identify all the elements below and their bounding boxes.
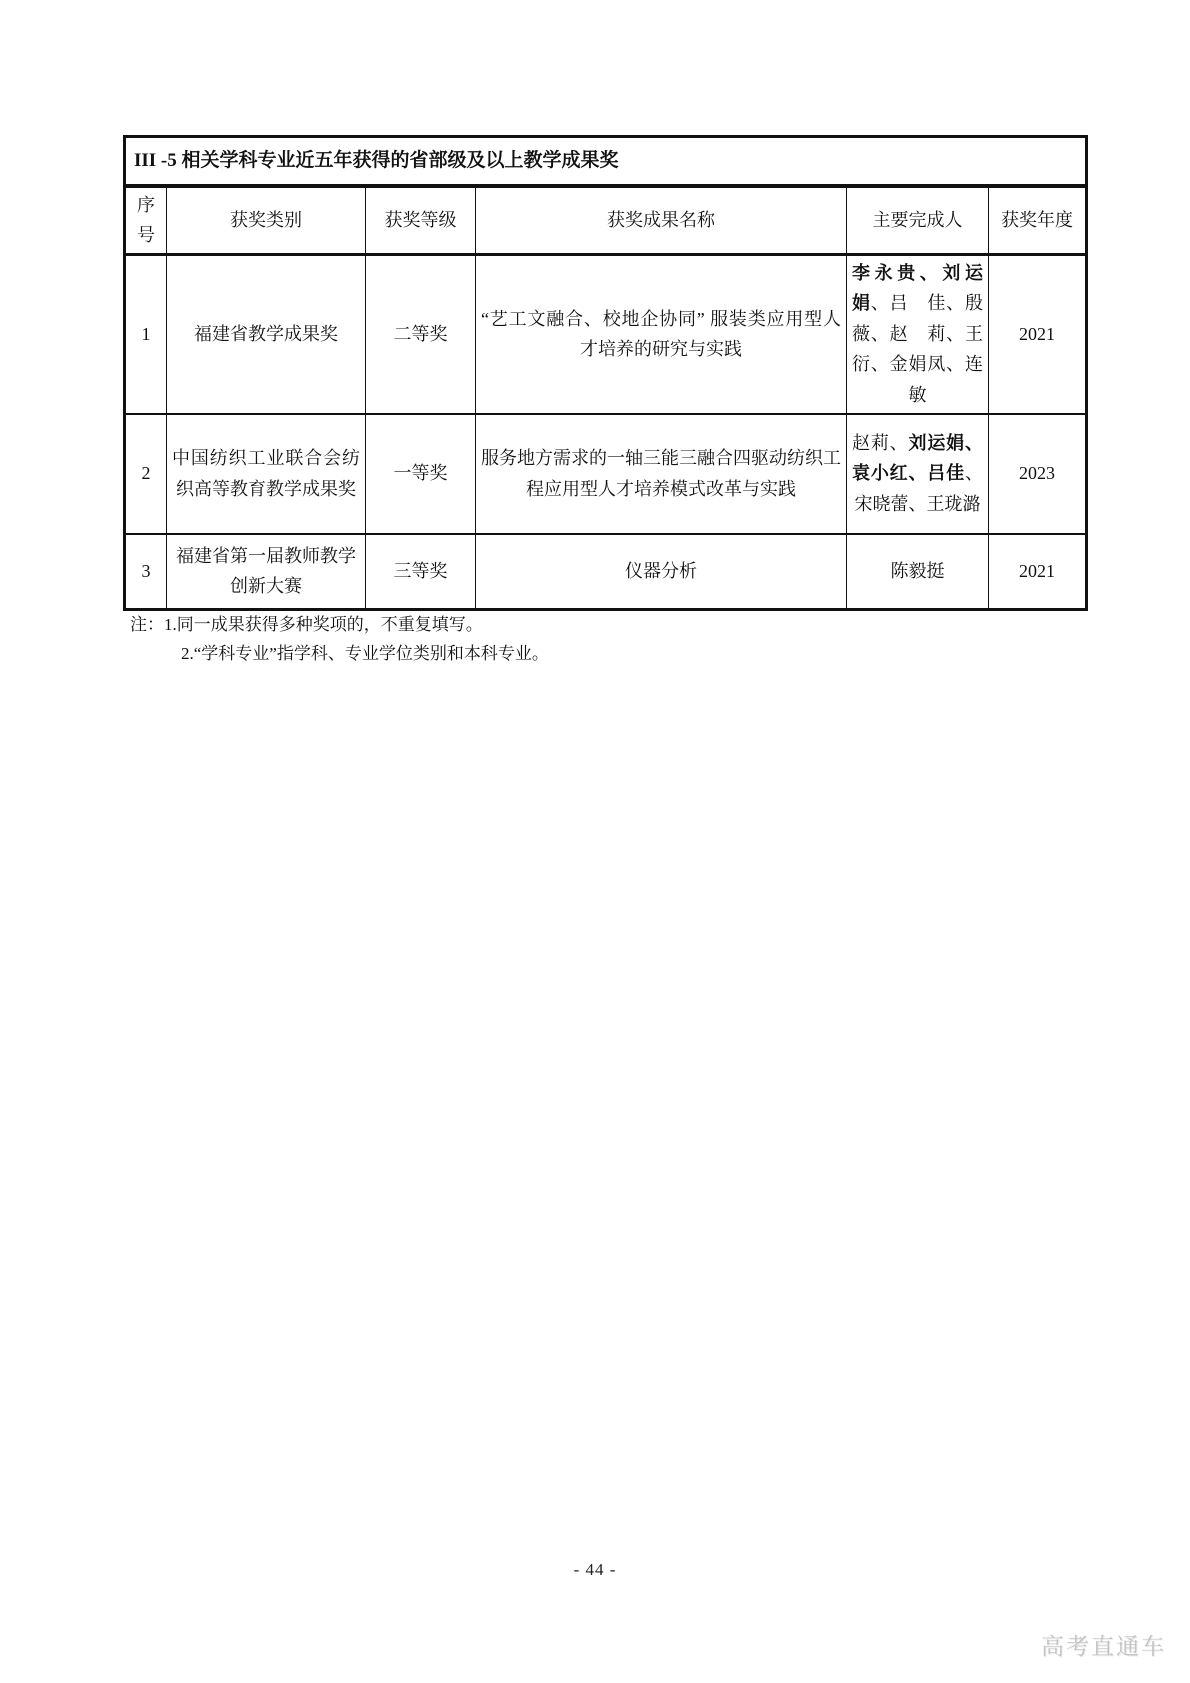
page-number: - 44 - [573,1560,617,1579]
column-header-no: 序号 [125,186,167,255]
cell-completers: 赵莉、刘运娟、袁小红、吕佳、宋晓蕾、王珑潞 [847,414,989,534]
note-line: 注：1.同一成果获得多种奖项的，不重复填写。 [130,615,483,634]
table-row [125,254,1087,413]
column-header-name: 获奖成果名称 [476,186,847,255]
cell-year: 2021 [989,534,1087,610]
note-line: 2.“学科专业”指学科、专业学位类别和本科专业。 [181,644,549,663]
table-title-row [125,137,1087,186]
table-row [125,534,1087,610]
column-header-grade: 获奖等级 [366,186,476,255]
column-header-completers: 主要完成人 [847,186,989,255]
award-table [123,135,1088,611]
cell-name: 服务地方需求的一轴三能三融合四驱动纺织工程应用型人才培养模式改革与实践 [476,414,847,534]
column-header-year: 获奖年度 [989,186,1087,255]
table-row [125,414,1087,534]
cell-grade: 三等奖 [366,534,476,610]
cell-grade: 一等奖 [366,414,476,534]
cell-no: 1 [125,254,167,413]
watermark: 高考直通车 [1041,1633,1166,1659]
cell-year: 2023 [989,414,1087,534]
cell-completers: 陈毅挺 [847,534,989,610]
table-notes [130,610,549,668]
cell-category: 福建省教学成果奖 [167,254,366,413]
cell-grade: 二等奖 [366,254,476,413]
cell-completers: 李永贵、刘运娟、吕 佳、殷 薇、赵 莉、王 衍、金娟凤、连 敏 [847,254,989,413]
cell-no: 2 [125,414,167,534]
cell-category: 中国纺织工业联合会纺织高等教育教学成果奖 [167,414,366,534]
cell-name: “艺工文融合、校地企协同” 服装类应用型人才培养的研究与实践 [476,254,847,413]
column-header-category: 获奖类别 [167,186,366,255]
cell-no: 3 [125,534,167,610]
cell-name: 仪器分析 [476,534,847,610]
table-header-row [125,186,1087,255]
table-title: III -5 相关学科专业近五年获得的省部级及以上教学成果奖 [125,137,1087,186]
cell-category: 福建省第一届教师教学创新大赛 [167,534,366,610]
cell-year: 2021 [989,254,1087,413]
